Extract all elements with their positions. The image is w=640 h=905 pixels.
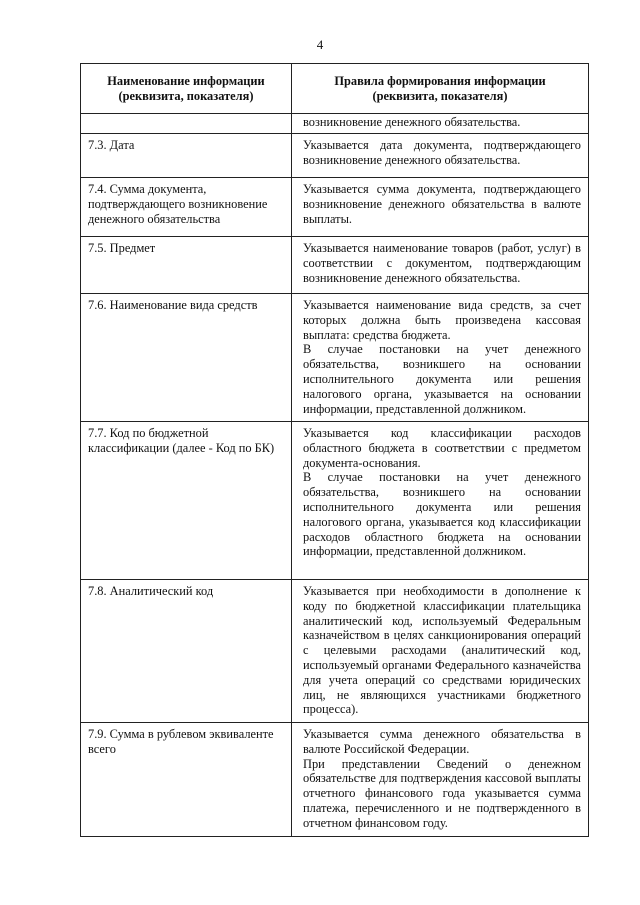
table-row	[81, 237, 589, 294]
row-rules-cell	[292, 114, 589, 134]
table-row	[81, 178, 589, 237]
table-row	[81, 114, 589, 134]
rule-paragraph: Указывается сумма документа, подтверждающего возникновение денежного обязательства в валюте выплаты.	[303, 182, 581, 226]
table-row	[81, 422, 589, 580]
table-row	[81, 580, 589, 723]
row-rules-cell	[292, 580, 589, 723]
row-rules-cell	[292, 422, 589, 580]
row-name-cell	[81, 114, 292, 134]
table-row	[81, 723, 589, 837]
header-rules-column	[292, 64, 589, 114]
rule-paragraph: Указывается наименование товаров (работ, услуг) в соответствии с документом, подтверждающим возникновение денежного обязательства.	[303, 241, 581, 285]
table-row	[81, 134, 589, 178]
table-row	[81, 294, 589, 422]
row-name-cell: 7.6. Наименование вида средств	[81, 294, 292, 422]
rule-paragraph: Указывается при необходимости в дополнение к коду по бюджетной классификации плательщика аналитический код, используемый Федеральным казначейством в целях санкционирования операций с целевыми расходами (аналитический код, используемый органами Федерального казначейства для учета операций со средствами юридических лиц, не являющихся участниками бюджетного процесса).	[303, 584, 581, 717]
row-rules-cell	[292, 134, 589, 178]
requisites-table	[80, 63, 589, 837]
row-name-cell: 7.8. Аналитический код	[81, 580, 292, 723]
header-rules-line2: (реквизита, показателя)	[372, 89, 508, 103]
header-name-line1: Наименование информации	[107, 74, 265, 88]
rule-paragraph: При представлении Сведений о денежном обязательстве для подтверждения кассовой выплаты отчетного финансового года указывается сумма платежа, перечисленного и не подтвержденного в отчетном финансовом году.	[303, 756, 581, 830]
row-rules-cell	[292, 723, 589, 837]
header-rules-line1: Правила формирования информации	[334, 74, 546, 88]
page-number: 4	[316, 37, 324, 52]
rule-paragraph: Указывается сумма денежного обязательства в валюте Российской Федерации.	[303, 727, 581, 756]
row-name-cell: 7.3. Дата	[81, 134, 292, 178]
rule-paragraph: В случае постановки на учет денежного обязательства, возникшего на основании исполнительного документа или решения налогового органа, указывается на основании информации, представленной должником.	[303, 342, 581, 416]
rule-paragraph: возникновение денежного обязательства.	[303, 115, 521, 129]
row-name-cell: 7.4. Сумма документа, подтверждающего возникновение денежного обязательства	[81, 178, 292, 237]
rule-paragraph: Указывается дата документа, подтверждающего возникновение денежного обязательства.	[303, 138, 581, 167]
rule-paragraph: В случае постановки на учет денежного обязательства, возникшего на основании исполнительного документа или решения налогового органа, указывается код классификации расходов областного бюджета на основании информации, представленной должником.	[303, 470, 581, 559]
row-name-cell: 7.9. Сумма в рублевом эквиваленте всего	[81, 723, 292, 837]
rule-paragraph: Указывается код классификации расходов областного бюджета в соответствии с предметом документа-основания.	[303, 426, 581, 470]
header-name-line2: (реквизита, показателя)	[118, 89, 254, 103]
row-rules-cell	[292, 178, 589, 237]
row-name-cell: 7.7. Код по бюджетной классификации (далее - Код по БК)	[81, 422, 292, 580]
row-rules-cell	[292, 294, 589, 422]
row-rules-cell	[292, 237, 589, 294]
row-name-cell: 7.5. Предмет	[81, 237, 292, 294]
header-name-column	[81, 64, 292, 114]
table-header-row	[81, 64, 589, 114]
rule-paragraph: Указывается наименование вида средств, за счет которых должна быть произведена кассовая выплата: средства бюджета.	[303, 298, 581, 342]
